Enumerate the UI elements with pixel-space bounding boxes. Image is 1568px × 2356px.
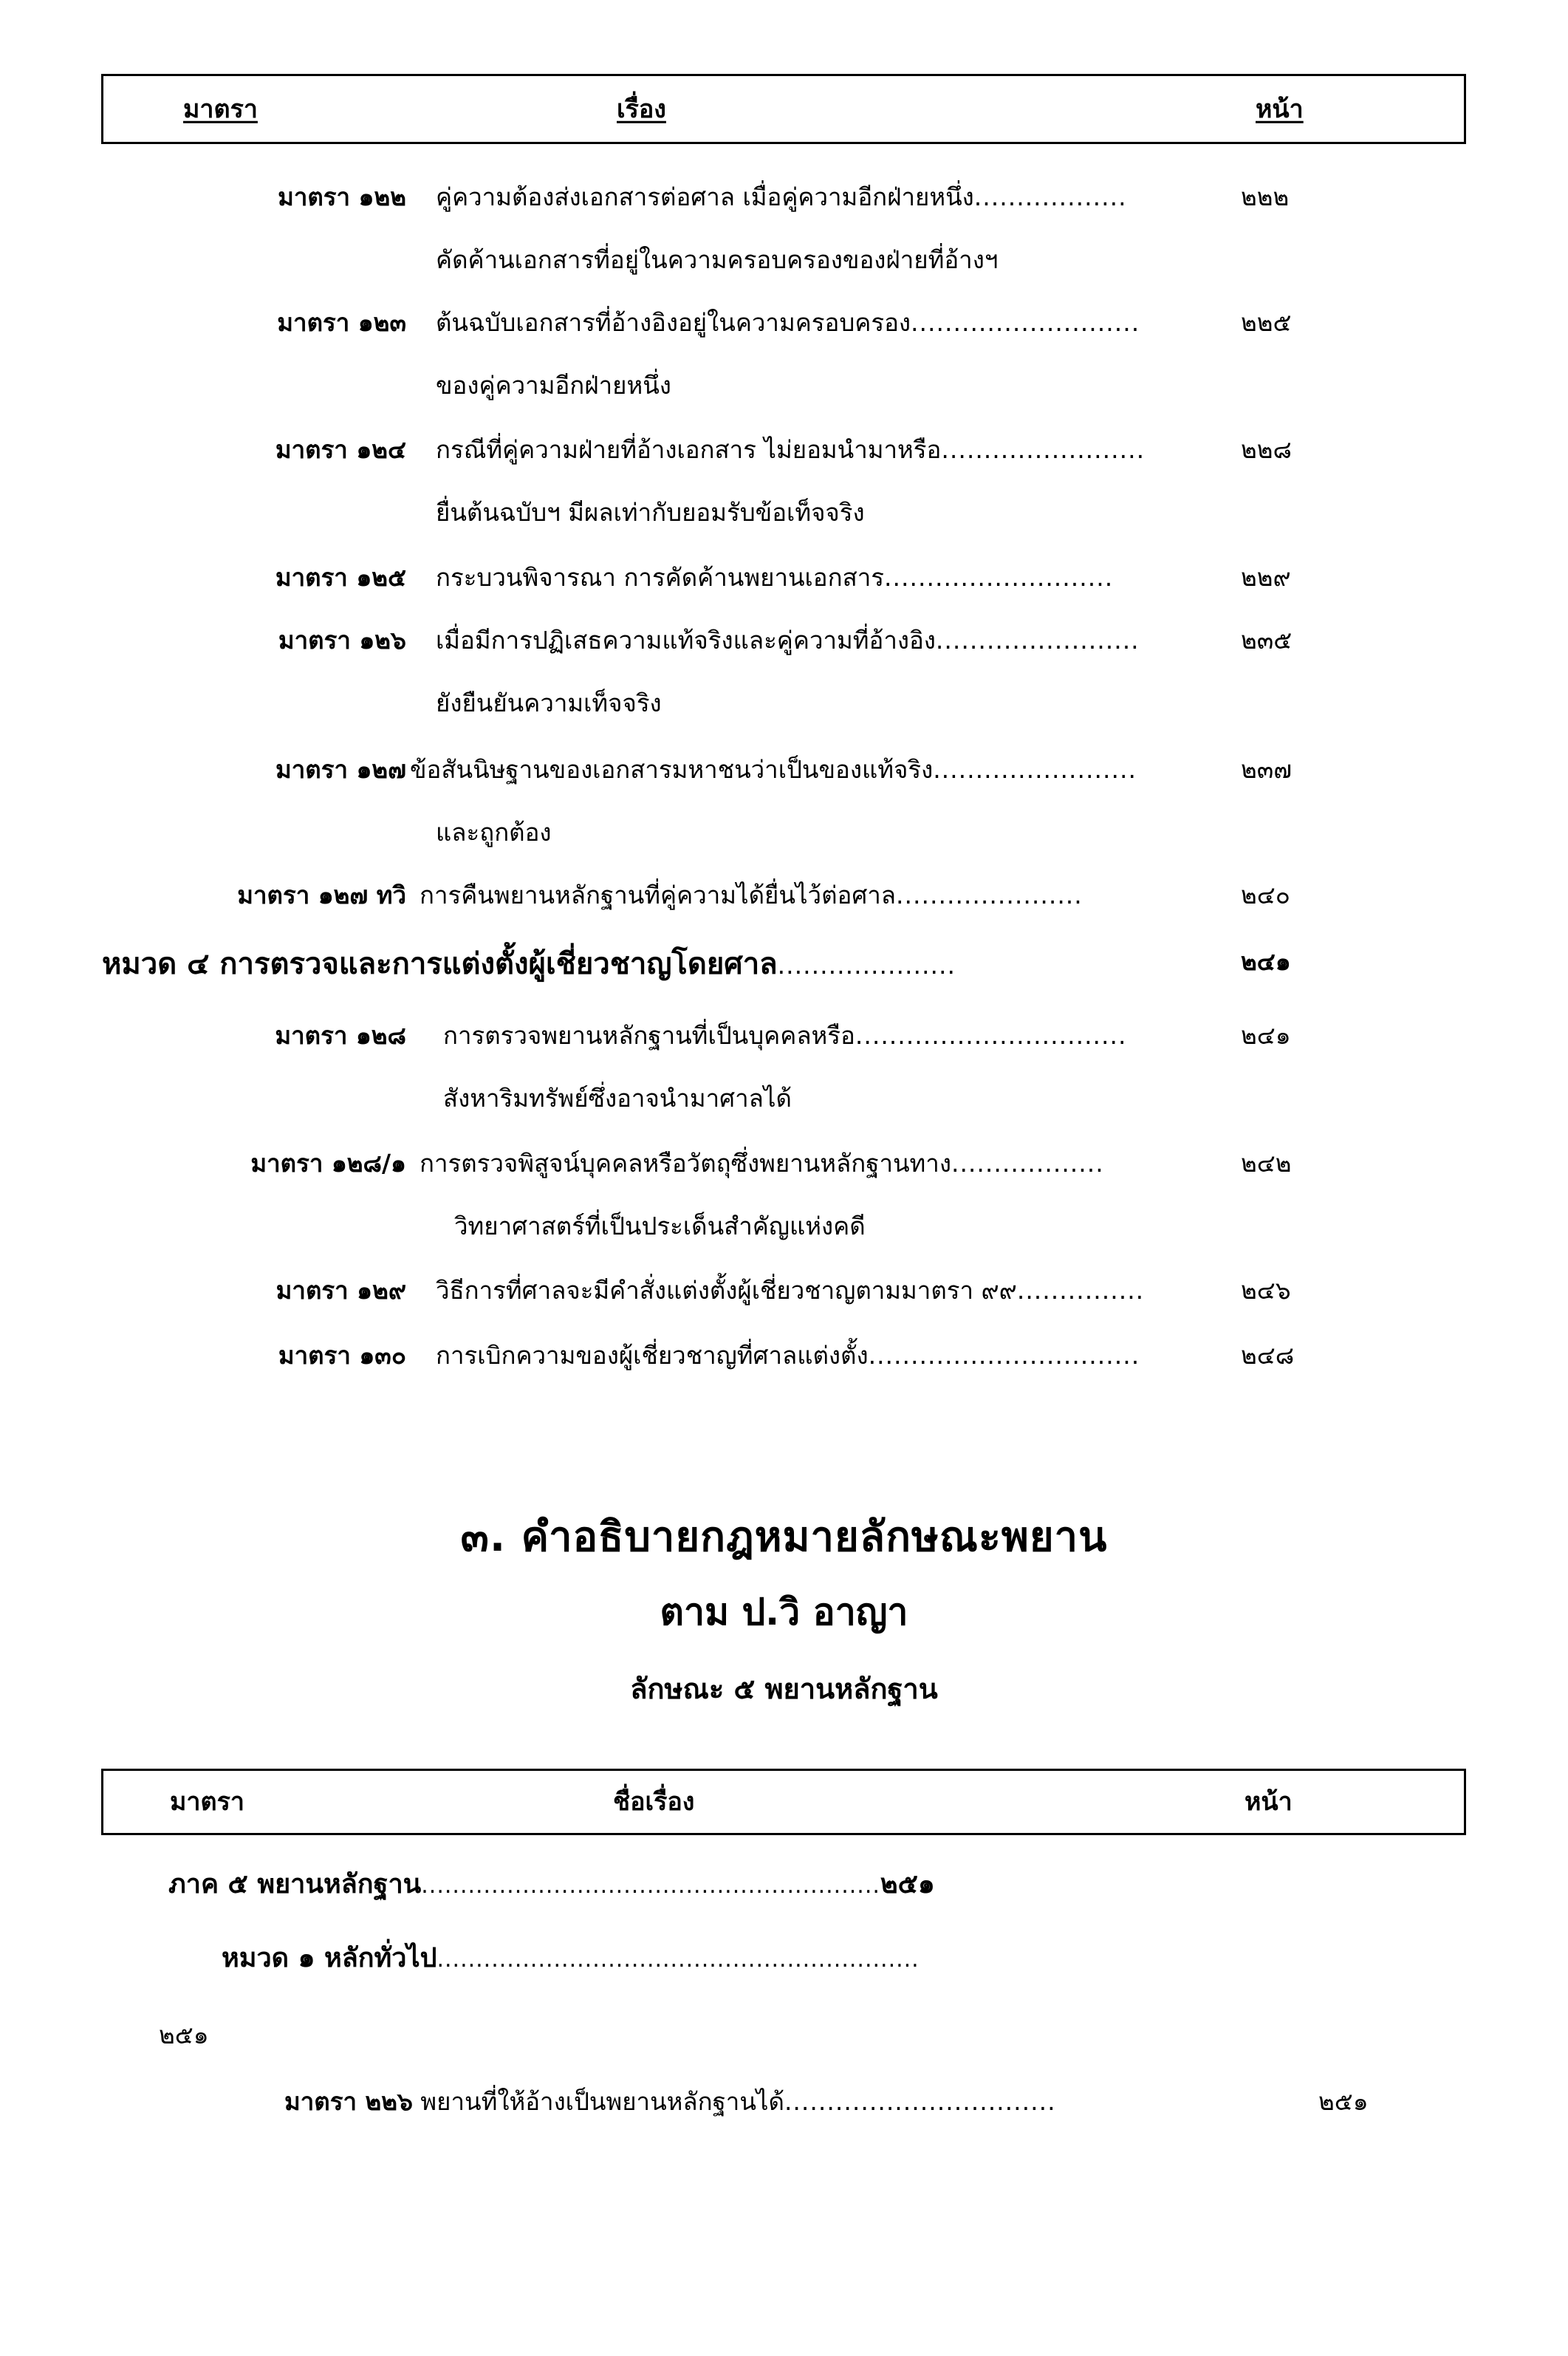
toc-table-header-box-one: [101, 74, 1466, 144]
row-section-number: มาตรา ๒๒๖: [284, 2087, 413, 2116]
row-page-number: ๒๓๕: [1241, 626, 1293, 655]
page-title-section: ลักษณะ ๕ พยานหลักฐาน: [630, 1673, 938, 1705]
page-title-sub: ตาม ป.วิ อาญา: [660, 1591, 908, 1633]
row-title: [436, 437, 1145, 462]
row-section-number: มาตรา ๑๒๒: [278, 182, 406, 211]
row-title-continuation: ของคู่ความอีกฝ่ายหนึ่ง: [436, 371, 671, 400]
row-title-continuation: สังหาริมทรัพย์ซึ่งอาจนำมาศาลได้: [443, 1084, 792, 1113]
row-leader: ..................: [973, 182, 1127, 211]
chapter-heading-two-leader: ..............................................................: [436, 1947, 920, 1973]
row-leader: ...........................: [884, 563, 1114, 592]
row-title-continuation: ยื่นต้นฉบับฯ มีผลเท่ากับยอมรับข้อเท็จจริง: [436, 498, 865, 527]
row-title: [420, 1149, 1104, 1178]
chapter-heading-two-page: ๒๕๑: [159, 2021, 209, 2049]
part-heading-leader: ...........................................................: [421, 1873, 880, 1899]
row-section-number: มาตรา ๑๒๕: [275, 563, 406, 592]
row-title-text: คู่ความต้องส่งเอกสารต่อศาล เมื่อคู่ความอีกฝ่ายหนึ่ง: [436, 182, 974, 211]
row-title-continuation: ยังยืนยันความเท็จจริง: [436, 689, 662, 717]
row-page-number: ๒๔๒: [1241, 1149, 1292, 1178]
row-page-number: ๒๔๑: [1241, 1021, 1291, 1050]
row-section-number: มาตรา ๑๒๘: [275, 1021, 406, 1050]
row-page-number: ๒๒๙: [1241, 563, 1291, 592]
toc-table-header-box-two: [101, 1769, 1466, 1835]
row-title-text: กรณีที่คู่ความฝ่ายที่อ้างเอกสาร ไม่ยอมนำมาหรือ: [436, 435, 942, 464]
row-title: [436, 1276, 1145, 1305]
column-header-subject-two: ชื่อเรื่อง: [613, 1786, 695, 1817]
table-row-section-226: [284, 2089, 1056, 2114]
column-header-section: มาตรา: [183, 94, 258, 124]
row-title-text: การคืนพยานหลักฐานที่คู่ความได้ยื่นไว้ต่อศาล: [420, 881, 897, 909]
row-title: [443, 1023, 1127, 1048]
row-page-number: ๒๔๐: [1241, 881, 1290, 909]
row-page-number: ๒๔๘: [1241, 1341, 1295, 1370]
row-page-number: ๒๓๗: [1241, 755, 1293, 784]
row-section-number: มาตรา ๑๒๗: [275, 755, 406, 784]
page-title-main: ๓. คำอธิบายกฎหมายลักษณะพยาน: [460, 1513, 1108, 1561]
row-page-number: ๒๔๖: [1241, 1276, 1291, 1305]
row-leader: ........................: [933, 755, 1137, 784]
row-page-number: ๒๒๒: [1241, 182, 1290, 211]
row-title-text: การเบิกความของผู้เชี่ยวชาญที่ศาลแต่งตั้ง: [436, 1341, 869, 1370]
chapter-heading-two-label: หมวด ๑ หลักทั่วไป: [222, 1943, 437, 1973]
row-title: [436, 626, 1140, 655]
column-header-page: หน้า: [1256, 94, 1304, 124]
row-page-number: ๒๒๕: [1241, 308, 1292, 337]
chapter-heading-two: [222, 1945, 920, 1972]
part-heading: [168, 1871, 935, 1898]
row-leader: ..................: [951, 1149, 1104, 1178]
row-title-label: พยานที่ให้อ้างเป็นพยานหลักฐานได้: [420, 2087, 784, 2116]
row-leader: ................................: [784, 2087, 1056, 2116]
row-section-number: มาตรา ๑๒๘/๑: [250, 1149, 406, 1178]
row-leader: ................................: [868, 1341, 1140, 1370]
row-title: [410, 757, 1137, 782]
row-leader: ...........................: [911, 308, 1140, 337]
row-title-text: การตรวจพิสูจน์บุคคลหรือวัตถุซึ่งพยานหลักฐานทาง: [420, 1149, 951, 1178]
row-page-number: ๒๕๑: [1318, 2087, 1369, 2116]
row-title-text: ข้อสันนิษฐานของเอกสารมหาชนว่าเป็นของแท้จริง: [410, 755, 934, 784]
row-title: [436, 1341, 1140, 1370]
chapter-heading: [102, 949, 956, 979]
row-title-text: [413, 2087, 421, 2116]
row-title-continuation: วิทยาศาสตร์ที่เป็นประเด็นสำคัญแห่งคดี: [454, 1212, 866, 1240]
part-heading-label: ภาค ๕ พยานหลักฐาน: [168, 1869, 422, 1899]
row-section-number: มาตรา ๑๒๗ ทวิ: [237, 881, 406, 909]
row-title: [436, 565, 1113, 590]
chapter-heading-label: หมวด ๔ การตรวจและการแต่งตั้งผู้เชี่ยวชาญโดยศาล: [102, 947, 778, 981]
row-section-number: มาตรา ๑๒๙: [275, 1276, 406, 1305]
row-title-text: ต้นฉบับเอกสารที่อ้างอิงอยู่ในความครอบครอง: [436, 308, 911, 337]
row-title-continuation: คัดค้านเอกสารที่อยู่ในความครอบครองของฝ่ายที่อ้างฯ: [436, 245, 999, 274]
row-page-number: ๒๒๘: [1241, 435, 1292, 464]
column-header-page-two: หน้า: [1245, 1786, 1293, 1817]
row-title-continuation: และถูกต้อง: [436, 818, 552, 847]
row-leader: ........................: [935, 626, 1140, 655]
column-header-subject: เรื่อง: [617, 94, 666, 124]
chapter-heading-leader: .....................: [777, 951, 956, 980]
row-leader: ...............: [1016, 1276, 1145, 1305]
row-section-number: มาตรา ๑๒๖: [278, 626, 406, 655]
column-header-section-two: มาตรา: [170, 1786, 244, 1817]
row-section-number: มาตรา ๑๓๐: [278, 1341, 406, 1370]
row-leader: ................................: [855, 1021, 1127, 1050]
row-title-text: เมื่อมีการปฏิเสธความแท้จริงและคู่ความที่อ้างอิง: [436, 626, 936, 655]
row-title: [436, 182, 1127, 211]
row-title-text: วิธีการที่ศาลจะมีคำสั่งแต่งตั้งผู้เชี่ยวชาญตามมาตรา ๙๙: [436, 1276, 1017, 1305]
row-title: [420, 883, 1083, 907]
row-section-number: มาตรา ๑๒๓: [277, 308, 406, 337]
row-leader: ......................: [896, 881, 1083, 909]
row-title-text: การตรวจพยานหลักฐานที่เป็นบุคคลหรือ: [443, 1021, 855, 1050]
row-title-text: กระบวนพิจารณา การคัดค้านพยานเอกสาร: [436, 563, 885, 592]
part-heading-page: ๒๕๑: [880, 1869, 935, 1899]
row-title: [436, 310, 1140, 335]
row-leader: ........................: [941, 435, 1146, 464]
chapter-heading-page: ๒๔๑: [1241, 947, 1291, 976]
row-section-number: มาตรา ๑๒๔: [275, 435, 406, 464]
